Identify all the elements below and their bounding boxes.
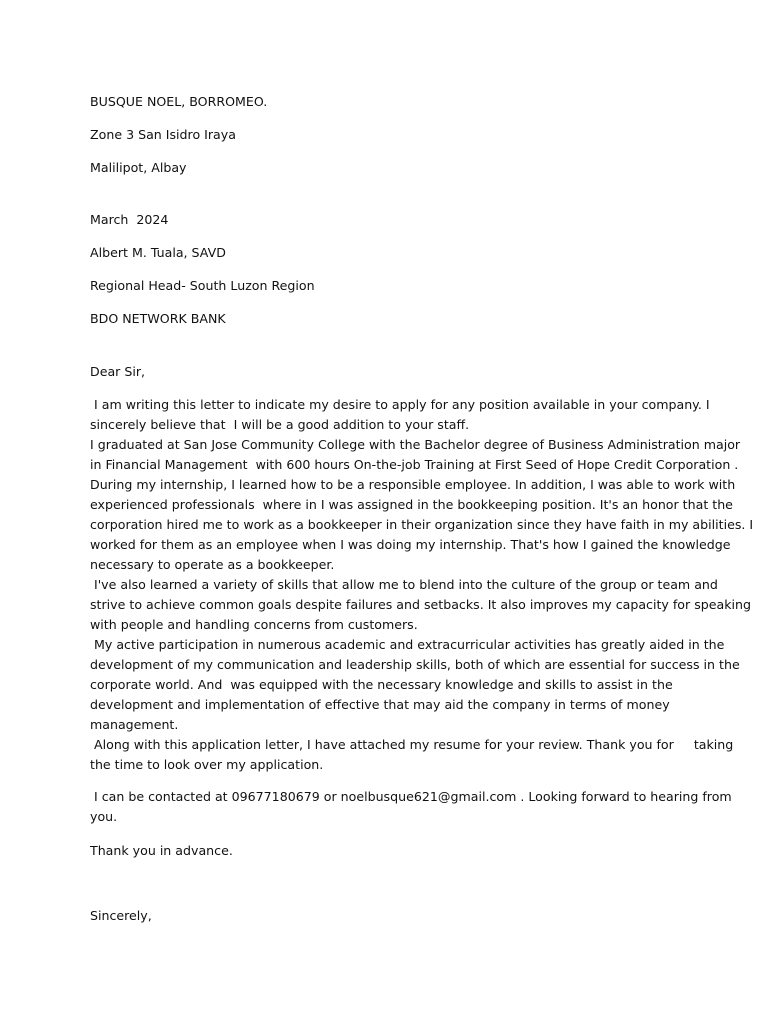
body-line: corporation hired me to work as a bookkeeper in their organization since they have faith in my abilities. I [90, 517, 754, 532]
recipient-title: Regional Head- South Luzon Region [90, 278, 315, 293]
body-line: During my internship, I learned how to be a responsible employee. In addition, I was able to work with [90, 477, 736, 492]
sender-name: BUSQUE NOEL, BORROMEO. [90, 94, 268, 109]
body-line: corporate world. And was equipped with the necessary knowledge and skills to assist in the [90, 677, 673, 692]
body-line: the time to look over my application. [90, 757, 324, 772]
recipient-company: BDO NETWORK BANK [90, 311, 226, 326]
body-line: necessary to operate as a bookkeeper. [90, 557, 335, 572]
body-line: development of my communication and leadership skills, both of which are essential for success in the [90, 657, 740, 672]
body-line: I am writing this letter to indicate my desire to apply for any position available in your company. I [90, 397, 710, 412]
letter-body [90, 395, 754, 775]
body-line: Along with this application letter, I have attached my resume for your review. Thank you for taking [90, 737, 734, 752]
recipient-name: Albert M. Tuala, SAVD [90, 245, 226, 260]
contact-paragraph [90, 787, 732, 827]
contact-line: you. [90, 809, 118, 824]
thanks-line: Thank you in advance. [90, 843, 233, 858]
body-line: I graduated at San Jose Community College with the Bachelor degree of Business Administration major [90, 437, 741, 452]
letter-date: March 2024 [90, 212, 169, 227]
body-line: sincerely believe that I will be a good addition to your staff. [90, 417, 470, 432]
sender-address-line1: Zone 3 San Isidro Iraya [90, 127, 236, 142]
body-line: experienced professionals where in I was assigned in the bookkeeping position. It's an honor that the [90, 497, 733, 512]
body-line: in Financial Management with 600 hours On-the-job Training at First Seed of Hope Credit Corporation . [90, 457, 739, 472]
salutation: Dear Sir, [90, 364, 146, 379]
contact-line: I can be contacted at 09677180679 or noelbusque621@gmail.com . Looking forward to hearing from [90, 789, 732, 804]
body-line: with people and handling concerns from customers. [90, 617, 418, 632]
body-line: I've also learned a variety of skills that allow me to blend into the culture of the group or team and [90, 577, 718, 592]
body-line: development and implementation of effective that may aid the company in terms of money [90, 697, 670, 712]
body-line: strive to achieve common goals despite failures and setbacks. It also improves my capacity for speaking [90, 597, 751, 612]
sender-address-line2: Malilipot, Albay [90, 160, 187, 175]
closing: Sincerely, [90, 908, 152, 923]
body-line: My active participation in numerous academic and extracurricular activities has greatly aided in the [90, 637, 725, 652]
body-line: management. [90, 717, 179, 732]
body-line: worked for them as an employee when I was doing my internship. That's how I gained the knowledge [90, 537, 731, 552]
